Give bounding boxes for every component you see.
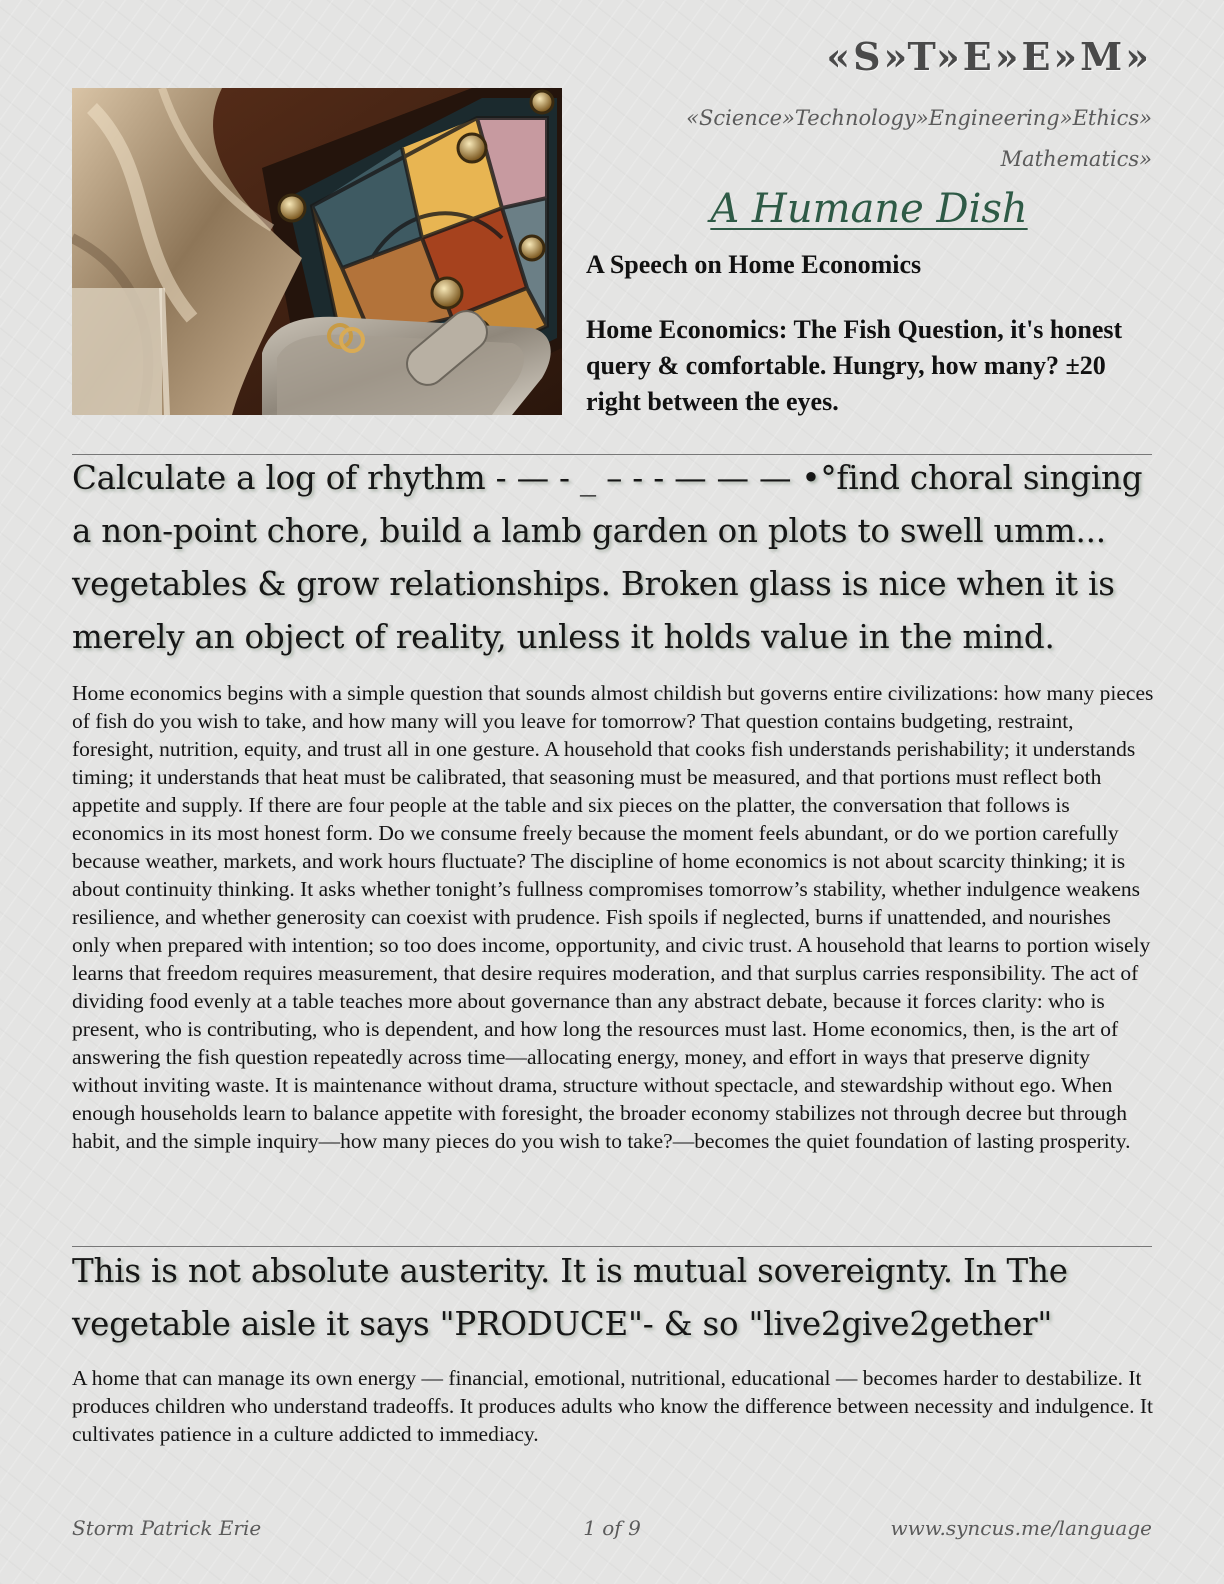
page-title: A Humane Dish [710,186,1028,232]
body-paragraph: A home that can manage its own energy — financial, emotional, nutritional, educational — becomes harder to destabilize. It produces children who understand tradeoffs. It produces adults who know the difference between necessity and indulgence. It cultivates patience in a culture addicted to immediacy. [72,1366,1154,1446]
page-subtitle: A Speech on Home Economics [586,250,922,279]
brand-wordmark: «S»T»E»E»M» [826,34,1152,79]
subject-list [632,98,1152,180]
footer-author: Storm Patrick Erie [72,1516,262,1540]
footer-url[interactable]: www.syncus.me/language [890,1516,1152,1540]
hero-image-stained-glass [72,88,562,415]
pull-quote: Calculate a log of rhythm - — - _ – - - — — — •°find choral singing a non-point chore, build a lamb garden on plots to swell umm... vegetables & grow relationships. Broken glass is nice when it is merely an object of reality, unless it holds value in the mind. [72,459,1143,656]
intro-paragraph: Home Economics: The Fish Question, it's honest query & comfortable. Hungry, how many? ±20 right between the eyes. [586,315,1123,416]
pull-quote: This is not absolute austerity. It is mutual sovereignty. In The vegetable aisle it says "PRODUCE"- & so "live2give2gether" [72,1252,1068,1343]
body-paragraph: Home economics begins with a simple question that sounds almost childish but governs entire civilizations: how many pieces of fish do you wish to take, and how many will you leave for tomorrow? That question contains budgeting, restraint, foresight, nutrition, equity, and trust all in one gesture. A household that cooks fish understands perishability; it understands timing; it understands that heat must be calibrated, that seasoning must be measured, and that portions must reflect both appetite and supply. If there are four people at the table and six pieces on the platter, the conversation that follows is economics in its most honest form. Do we consume freely because the moment feels abundant, or do we portion carefully because weather, markets, and work hours fluctuate? The discipline of home economics is not about scarcity thinking; it is about continuity thinking. It asks whether tonight’s fullness compromises tomorrow’s stability, whether indulgence weakens resilience, and whether generosity can coexist with prudence. Fish spoils if neglected, burns if unattended, and nourishes only when prepared with intention; so too does income, opportunity, and civic trust. A household that learns to portion wisely learns that freedom requires measurement, that desire requires moderation, and that surplus carries responsibility. The act of dividing food evenly at a table teaches more about governance than any abstract debate, because it forces clarity: who is present, who is contributing, who is dependent, and how long the resources must last. Home economics, then, is the art of answering the fish question repeatedly across time—allocating energy, money, and effort in ways that preserve dignity without inviting waste. It is maintenance without drama, structure without spectacle, and stewardship without ego. When enough households learn to balance appetite with foresight, the broader economy stabilizes not through decree but through habit, and the simple inquiry—how many pieces do you wish to take?—becomes the quiet foundation of lasting prosperity. [72,681,1154,1153]
subject-list-line-1: «Science»Technology»Engineering»Ethics» [686,106,1152,130]
subject-list-line-2: Mathematics» [1000,147,1152,171]
footer-page-number: 1 of 9 [583,1516,641,1540]
